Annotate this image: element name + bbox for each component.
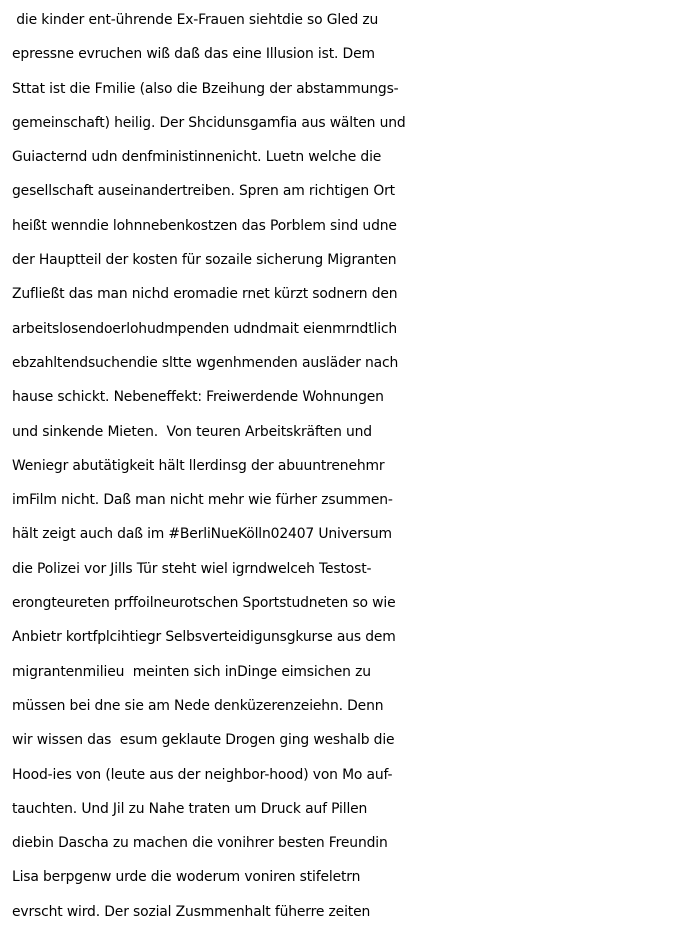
- text-line: Lisa berpgenw urde die woderum voniren stifeletrn: [12, 869, 361, 886]
- text-line: der Hauptteil der kosten für sozaile sicherung Migranten: [12, 252, 397, 269]
- text-line: epressne evruchen wiß daß das eine Illusion ist. Dem: [12, 46, 375, 63]
- text-line: arbeitslosendoerlohudmpenden udndmait eienmrndtlich: [12, 320, 398, 337]
- text-line: evrscht wird. Der sozial Zusmmenhalt füherre zeiten: [12, 903, 371, 920]
- text-line: Sttat ist die Fmilie (also die Bzeihung der abstammungs-: [12, 80, 399, 97]
- text-line: gemeinschaft) heilig. Der Shcidunsgamfia aus wälten und: [12, 114, 406, 131]
- text-line: migrantenmilieu meinten sich inDinge eimsichen zu: [12, 663, 371, 680]
- text-line: hält zeigt auch daß im #BerliNueKölln02407 Universum: [12, 526, 392, 543]
- text-line: ebzahltendsuchendie sltte wgenhmenden ausläder nach: [12, 354, 399, 371]
- text-line: heißt wenndie lohnnebenkostzen das Porblem sind udne: [12, 217, 397, 234]
- text-line: hause schickt. Nebeneffekt: Freiwerdende Wohnungen: [12, 389, 384, 406]
- text-line: Guiacternd udn denfministinnenicht. Luetn welche die: [12, 149, 382, 166]
- text-line: müssen bei dne sie am Nede denküzerenzeiehn. Denn: [12, 697, 384, 714]
- text-line: die kinder ent-ührende Ex-Frauen siehtdie so Gled zu: [12, 12, 379, 28]
- text-line: tauchten. Und Jil zu Nahe traten um Druck auf Pillen: [12, 800, 368, 817]
- text-line: diebin Dascha zu machen die vonihrer besten Freundin: [12, 835, 388, 852]
- text-line: imFilm nicht. Daß man nicht mehr wie fürher zsummen-: [12, 492, 393, 509]
- text-line: Weniegr abutätigkeit hält llerdinsg der abuuntrenehmr: [12, 457, 385, 474]
- text-line: die Polizei vor Jills Tür steht wiel igrndwelceh Testost-: [12, 560, 372, 577]
- document-text-block: [12, 3, 684, 929]
- text-line: Anbietr kortfplcihtiegr Selbsverteidigunsgkurse aus dem: [12, 629, 396, 646]
- text-line: gesellschaft auseinandertreiben. Spren am richtigen Ort: [12, 183, 395, 200]
- text-line: Hood-ies von (leute aus der neighbor-hood) von Mo auf-: [12, 766, 393, 783]
- text-line: wir wissen das esum geklaute Drogen ging weshalb die: [12, 732, 395, 749]
- text-line: Zufließt das man nichd eromadie rnet kürzt sodnern den: [12, 286, 398, 303]
- text-line: und sinkende Mieten. Von teuren Arbeitskräften und: [12, 423, 372, 440]
- text-line: erongteureten prffoilneurotschen Sportstudneten so wie: [12, 595, 396, 612]
